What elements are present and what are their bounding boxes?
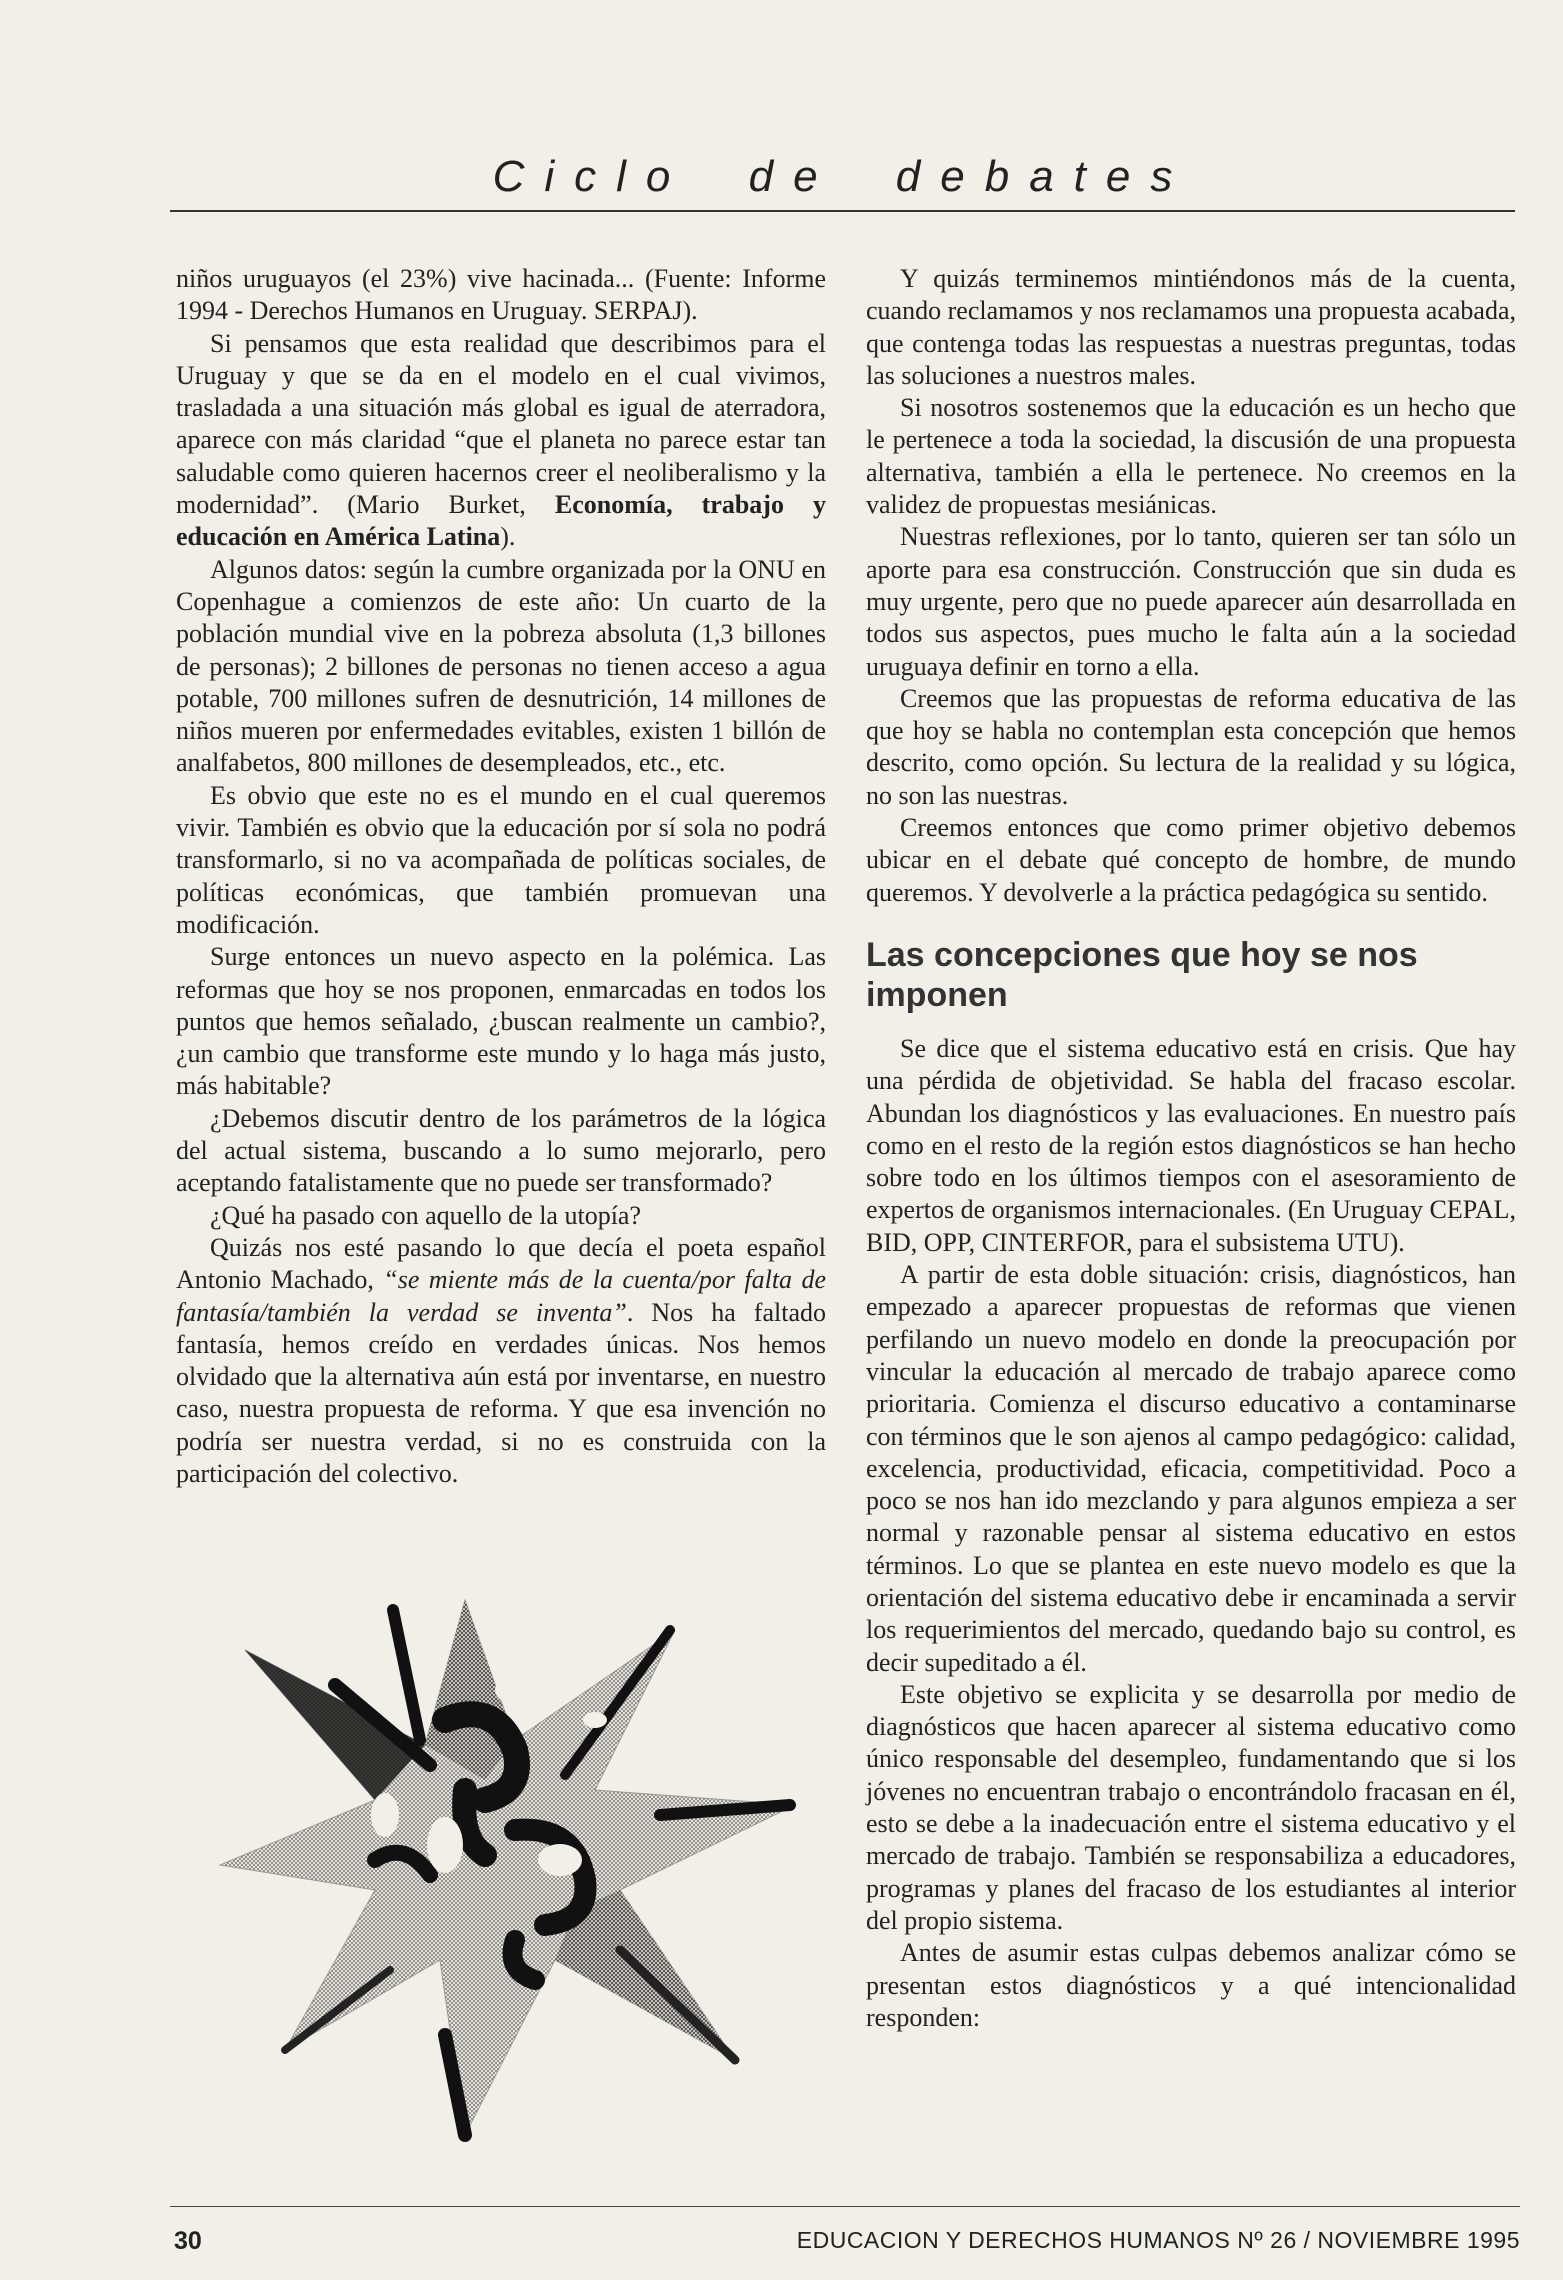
section-heading: Las concepciones que hoy se nos imponen	[866, 935, 1418, 1014]
paragraph	[176, 1232, 826, 1490]
paragraph: Creemos que las propuestas de reforma educativa de las que hoy se habla no contemplan esta concepción que hemos descrito, como opción. Su lectura de la realidad y su lógica, no son las nuestras.	[866, 683, 1516, 810]
right-column	[866, 263, 1516, 2034]
page-footer	[170, 2206, 1520, 2257]
paragraph-text: . Nos ha faltado fantasía, hemos creído en verdades únicas. Nos hemos olvidado que la alternativa aún está por inventarse, en nuestro caso, nuestra propuesta de reforma. Y que esa invención no podría ser nuestra verdad, si no es construida con la participación del colectivo.	[176, 1297, 826, 1488]
paragraph	[176, 328, 826, 554]
publication-info: EDUCACION Y DERECHOS HUMANOS Nº 26 / NOVIEMBRE 1995	[796, 2227, 1520, 2253]
paragraph: Este objetivo se explicita y se desarrolla por medio de diagnósticos que hacen aparecer al sistema educativo como único responsable del desempleo, fundamentando que si los jóvenes no encuentran trabajo o encontrándolo fracasan en él, esto se debe a la inadecuación entre el sistema educativo y el mercado de trabajo. También se responsabiliza a educadores, programas y planes del fracaso de los estudiantes al interior del propio sistema.	[866, 1679, 1516, 1935]
section-title: Ciclo de debates	[492, 152, 1193, 201]
paragraph: A partir de esta doble situación: crisis, diagnósticos, han empezado a aparecer propuestas de reformas que vienen perfilando un nuevo modelo en donde la preocupación por vincular la educación al mercado de trabajo aparece como prioritaria. Comienza el discurso educativo a contaminarse con términos que le son ajenos al campo pedagógico: calidad, excelencia, productividad, eficacia, competitividad. Poco a poco se nos han ido mezclando y para algunos empieza a ser normal y razonable pensar al sistema educativo en estos términos. Lo que se plantea en este nuevo modelo es que la orientación del sistema educativo debe ir encaminada a servir los requerimientos del mercado, quedando bajo su control, es decir supeditado a él.	[866, 1260, 1516, 1677]
paragraph: Algunos datos: según la cumbre organizada por la ONU en Copenhague a comienzos de este año: Un cuarto de la población mundial vive en la pobreza absoluta (1,3 billones de personas); 2 billones de personas no tienen acceso a agua potable, 700 millones sufren de desnutrición, 14 millones de niños mueren por enfermedades evitables, existen 1 billón de analfabetos, 800 millones de desempleados, etc., etc.	[176, 554, 826, 778]
paragraph: Antes de asumir estas culpas debemos analizar cómo se presentan estos diagnósticos y a qué intencionalidad responden:	[866, 1938, 1516, 2032]
paragraph: Si nosotros sostenemos que la educación es un hecho que le pertenece a toda la sociedad, la discusión de una propuesta alternativa, también a ella le pertenece. No creemos en la validez de propuestas mesiánicas.	[866, 393, 1516, 520]
paragraph: Nuestras reflexiones, por lo tanto, quieren ser tan sólo un aporte para esa construcción. Construcción que sin duda es muy urgente, pero que no puede aparecer aún desarrollada en todos sus aspectos, pues mucho le falta aún a la sociedad uruguaya definir en torno a ella.	[866, 522, 1516, 681]
paragraph: ¿Qué ha pasado con aquello de la utopía?	[210, 1200, 641, 1230]
paragraph: ¿Debemos discutir dentro de los parámetros de la lógica del actual sistema, buscando a lo sumo mejorarlo, pero aceptando fatalistamente que no puede ser transformado?	[176, 1103, 826, 1198]
starburst-illustration	[215, 1590, 800, 2150]
paragraph: Y quizás terminemos mintiéndonos más de la cuenta, cuando reclamamos y nos reclamamos una propuesta acabada, que contenga todas las respuestas a nuestras preguntas, todas las soluciones a nuestros males.	[866, 264, 1516, 390]
poem-quote: “se miente más de la cuenta/por falta de fantasía/también la verdad se inventa”	[176, 1265, 826, 1327]
page-header	[170, 140, 1515, 212]
book-title: Economía, trabajo y educación en América Latina	[176, 490, 827, 552]
paragraph-text: ).	[500, 522, 516, 552]
paragraph: Es obvio que este no es el mundo en el cual queremos vivir. También es obvio que la educación por sí sola no podrá transformarlo, si no va acompañada de políticas sociales, de políticas económicas, que también promuevan una modificación.	[176, 780, 826, 939]
left-column	[176, 263, 826, 1490]
paragraph: niños uruguayos (el 23%) vive hacinada... (Fuente: Informe 1994 - Derechos Humanos en Uruguay. SERPAJ).	[176, 264, 826, 326]
paragraph: Creemos entonces que como primer objetivo debemos ubicar en el debate qué concepto de hombre, de mundo queremos. Y devolverle a la práctica pedagógica su sentido.	[866, 813, 1516, 907]
starburst-graphic	[215, 1590, 800, 2150]
paragraph-text: Si pensamos que esta realidad que describimos para el Uruguay y que se da en el modelo en el cual vivimos, trasladada a una situación más global es igual de aterradora, aparece con más claridad “que el planeta no parece estar tan saludable como quieren hacernos creer el neoliberalismo y la modernidad”. (Mario Burket,	[176, 328, 826, 520]
paragraph: Se dice que el sistema educativo está en crisis. Que hay una pérdida de objetividad. Se habla del fracaso escolar. Abundan los diagnósticos y las evaluaciones. En nuestro país como en el resto de la región estos diagnósticos se han hecho sobre todo en los últimos tiempos con el asesoramiento de expertos de organismos internacionales. (En Uruguay CEPAL, BID, OPP, CINTERFOR, para el subsistema UTU).	[866, 1033, 1516, 1257]
page-number: 30	[174, 2227, 202, 2255]
paragraph-text: Quizás nos esté pasando lo que decía el poeta español Antonio Machado,	[176, 1232, 826, 1295]
paragraph: Surge entonces un nuevo aspecto en la polémica. Las reformas que hoy se nos proponen, enmarcadas en todos los puntos que hemos señalado, ¿buscan realmente un cambio?, ¿un cambio que transforme este mundo y lo haga más justo, más habitable?	[176, 942, 826, 1101]
